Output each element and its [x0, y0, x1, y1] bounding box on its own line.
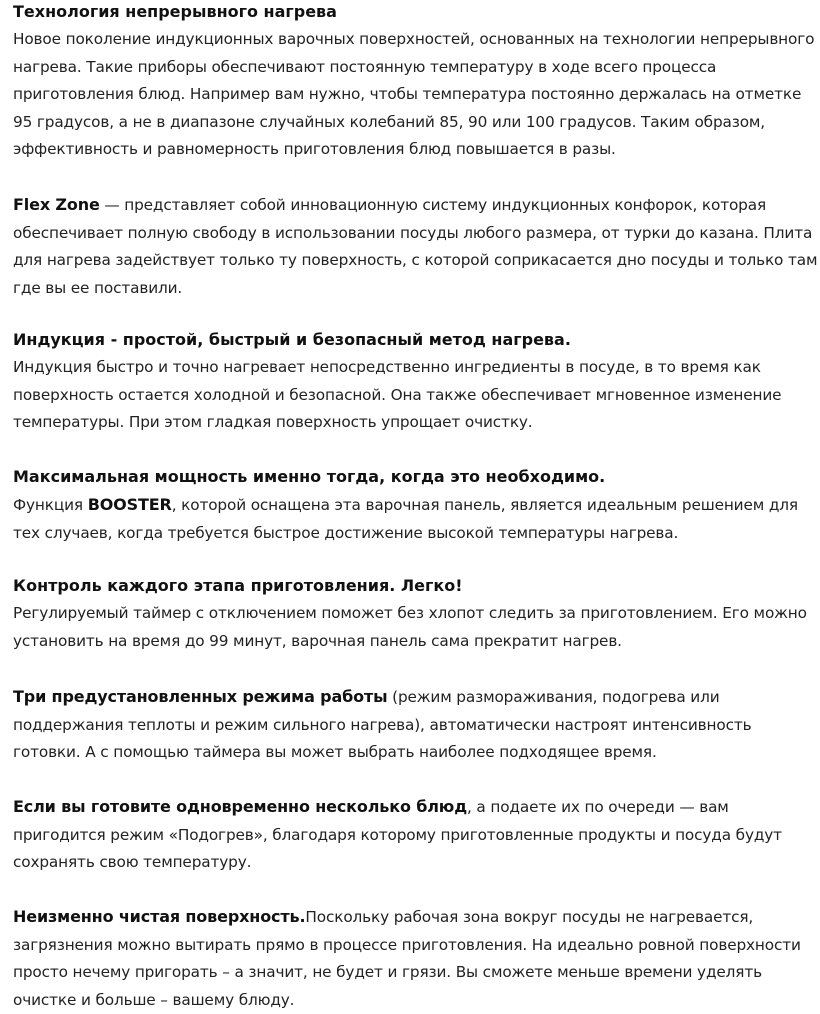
section-text: Регулируемый таймер с отключением поможет без хлопот следить за приготовлением. Его можно установить на время до 99 минут, варочная панель сама прекратит нагрев.	[13, 604, 807, 650]
section-lead: Если вы готовите одновременно несколько блюд	[13, 797, 467, 816]
section-text	[13, 903, 820, 1014]
section-text	[13, 793, 820, 877]
section-modes	[13, 683, 820, 767]
section-title: Контроль каждого этапа приготовления. Легко!	[13, 576, 463, 595]
section-body-after: , которой оснащена эта варочная панель, является идеальным решением для тех случаев, когда требуется быстрое достижение высокой температуры нагрева.	[13, 496, 798, 542]
section-text	[13, 491, 820, 547]
section-lead: Три предустановленных режима работы	[13, 687, 388, 706]
section-title: Индукция - простой, быстрый и безопасный метод нагрева.	[13, 330, 571, 349]
section-induction	[13, 328, 820, 437]
booster-label: BOOSTER	[87, 495, 172, 514]
section-text: Индукция быстро и точно нагревает непосредственно ингредиенты в посуде, в то время как поверхность остается холодной и безопасной. Она также обеспечивает мгновенное изменение температуры. При этом гладкая поверхность упрощает очистку.	[13, 358, 782, 432]
section-text: Новое поколение индукционных варочных поверхностей, основанных на технологии непрерывного нагрева. Такие приборы обеспечивают постоянную температуру в ходе всего процесса приготовления блюд. Например вам нужно, чтобы температура постоянно держалась на отметке 95 градусов, а не в диапазоне случайных колебаний 85, 90 или 100 градусов. Таким образом, эффективность и равномерность приготовления блюд повышается в разы.	[13, 30, 815, 159]
section-warming	[13, 793, 820, 877]
section-booster	[13, 465, 820, 547]
section-lead: Неизменно чистая поверхность.	[13, 907, 306, 926]
section-title: Максимальная мощность именно тогда, когда это необходимо.	[13, 467, 606, 486]
section-body-before: Функция	[13, 496, 88, 514]
section-text	[13, 683, 820, 767]
section-clean-surface	[13, 903, 820, 1014]
section-timer	[13, 574, 820, 655]
section-title: Технология непрерывного нагрева	[13, 2, 337, 21]
section-body: — представляет собой инновационную систему индукционных конфорок, которая обеспечивает полную свободу в использовании посуды любого размера, от турки до казана. Плита для нагрева задействует только ту поверхность, с которой соприкасается дно посуды и только там где вы ее поставили.	[13, 196, 818, 297]
section-flex-zone	[13, 191, 820, 302]
section-body: Поскольку рабочая зона вокруг посуды не нагревается, загрязнения можно вытирать прямо в процессе приготовления. На идеально ровной поверхности просто нечему пригорать – а значит, не будет и грязи. Вы сможете меньше времени уделять очистке и больше – вашему блюду.	[13, 908, 801, 1009]
section-body: , а подаете их по очереди — вам пригодится режим «Подогрев», благодаря которому приготовленные продукты и посуда будут сохранять свою температуру.	[13, 798, 782, 872]
section-lead: Flex Zone	[13, 195, 100, 214]
section-body: (режим размораживания, подогрева или поддержания теплоты и режим сильного нагрева), автоматически настроят интенсивность готовки. А с помощью таймера вы может выбрать наиболее подходящее время.	[13, 688, 752, 762]
section-text	[13, 191, 820, 302]
section-continuous-heating	[13, 0, 820, 164]
